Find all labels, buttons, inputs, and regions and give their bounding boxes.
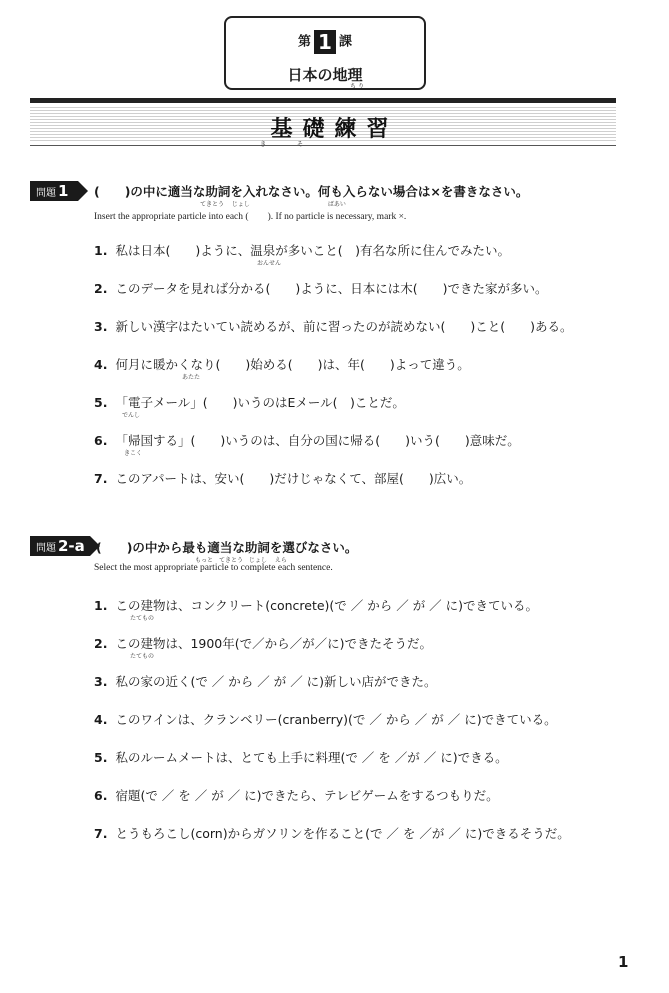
question-1-furigana: てきとう じょし ばあい [200, 201, 346, 208]
exercise-item [94, 710, 557, 728]
exercise-item [94, 241, 510, 259]
question-2a-instruction: ( )の中から最も適当な助詞を選びなさい。 [96, 540, 358, 555]
item-text: 何月に暖かくなり( )始める( )は、年( )よって違う。 [115, 357, 470, 372]
lesson-number: 1 [314, 30, 336, 54]
section-rule-top [30, 98, 616, 103]
item-furigana: たてもの [130, 653, 155, 660]
item-text: 「電子メール」( )いうのはEメール( )ことだ。 [115, 395, 405, 410]
item-text: 新しい漢字はたいてい読めるが、前に習ったのが読めない( )こと( )ある。 [115, 319, 573, 334]
exercise-item [94, 634, 432, 652]
item-text: 私のルームメートは、とても上手に料理(で ／ を ／が ／ に)できる。 [115, 750, 508, 765]
item-number: 5. [94, 750, 108, 765]
exercise-item [94, 317, 572, 335]
item-number: 4. [94, 712, 108, 727]
question-1-instruction: ( )の中に適当な助詞を入れなさい。何も入らない場合は×を書きなさい。 [94, 184, 529, 199]
section-rule-bottom [30, 145, 616, 146]
item-number: 2. [94, 281, 108, 296]
item-text: 「帰国する」( )いうのは、自分の国に帰る( )いう( )意味だ。 [115, 433, 520, 448]
item-number: 5. [94, 395, 108, 410]
exercise-item [94, 672, 437, 690]
lesson-suffix: 課 [339, 34, 353, 50]
item-furigana: でんし [122, 412, 141, 419]
item-furigana: あたた [182, 374, 201, 381]
item-number: 7. [94, 471, 108, 486]
exercise-item [94, 431, 520, 449]
exercise-item [94, 355, 470, 373]
question-2a-label [30, 536, 90, 556]
section-furigana-ki: き [260, 141, 267, 148]
item-number: 7. [94, 826, 108, 841]
question-2a-furigana: もっと てきとう じょし えら [195, 557, 287, 564]
item-text: この建物は、コンクリート(concrete)(で ／ から ／ が ／ に)できている。 [115, 598, 539, 613]
item-furigana: たてもの [130, 615, 155, 622]
item-text: このアパートは、安い( )だけじゃなくて、部屋( )広い。 [115, 471, 472, 486]
lesson-header [224, 16, 426, 90]
item-furigana: おんせん [257, 260, 282, 267]
exercise-item [94, 748, 508, 766]
item-number: 2. [94, 636, 108, 651]
question-1-label [30, 181, 78, 201]
item-number: 3. [94, 319, 108, 334]
question-2a-number: 2-a [58, 537, 85, 555]
exercise-item [94, 469, 471, 487]
lesson-number-line [226, 30, 424, 55]
question-2a-english: Select the most appropriate particle to complete each sentence. [94, 563, 333, 573]
item-number: 6. [94, 788, 108, 803]
question-1-number: 1 [58, 182, 69, 200]
item-text: とうもろこし(corn)からガソリンを作ること(で ／ を ／が ／ に)できるそうだ。 [115, 826, 570, 841]
item-number: 1. [94, 598, 108, 613]
item-text: この建物は、1900年(で／から／が／に)できたそうだ。 [115, 636, 433, 651]
question-1-label-text: 問題 [36, 188, 56, 199]
item-number: 4. [94, 357, 108, 372]
lesson-title-furigana: ちり [350, 83, 367, 90]
lesson-title [226, 64, 424, 90]
item-number: 1. [94, 243, 108, 258]
exercise-item [94, 596, 538, 614]
item-text: 宿題(で ／ を ／ が ／ に)できたら、テレビゲームをするつもりだ。 [115, 788, 499, 803]
page-number: 1 [618, 953, 629, 971]
exercise-item [94, 279, 547, 297]
item-text: このデータを見れば分かる( )ように、日本には木( )できた家が多い。 [115, 281, 548, 296]
section-title: 基礎練習 [270, 117, 399, 142]
question-1-english: Insert the appropriate particle into each ( ). If no particle is necessary, mark ×. [94, 212, 407, 222]
item-number: 3. [94, 674, 108, 689]
exercise-item [94, 393, 405, 411]
item-text: 私は日本( )ように、温泉が多いこと( )有名な所に住んでみたい。 [115, 243, 510, 258]
exercise-item [94, 786, 499, 804]
item-text: このワインは、クランベリー(cranberry)(で ／ から ／ が ／ に)できている。 [115, 712, 557, 727]
section-furigana-so: そ [297, 141, 304, 148]
item-number: 6. [94, 433, 108, 448]
item-text: 私の家の近く(で ／ から ／ が ／ に)新しい店ができた。 [115, 674, 437, 689]
question-2a-label-text: 問題 [36, 543, 56, 554]
lesson-prefix: 第 [297, 34, 311, 50]
exercise-item [94, 824, 570, 842]
lesson-title-text: 日本の地理 [287, 66, 363, 84]
item-furigana: きこく [124, 450, 143, 457]
